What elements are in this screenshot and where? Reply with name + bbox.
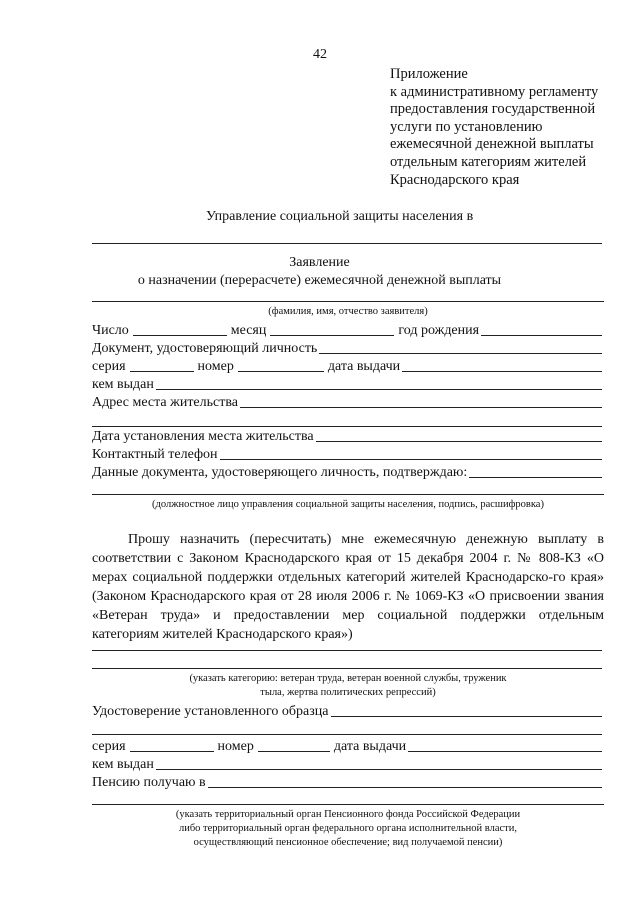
day-input[interactable]	[133, 335, 227, 336]
document-title: Заявление	[289, 255, 350, 270]
appendix-block	[390, 66, 598, 189]
certificate-row	[92, 703, 604, 720]
appendix-line: Краснодарского края	[390, 171, 520, 188]
issued-by-input[interactable]	[156, 389, 602, 390]
certificate-line-2[interactable]	[92, 734, 602, 735]
pension-row	[92, 774, 604, 791]
address-input[interactable]	[240, 407, 602, 408]
issued-by2-input[interactable]	[156, 769, 602, 770]
number2-label: номер	[217, 739, 254, 754]
appendix-line: предоставления государственной	[390, 101, 596, 118]
pension-label: Пенсию получаю в	[92, 775, 206, 790]
issue-date-label: дата выдачи	[327, 359, 401, 374]
request-paragraph: Прошу назначить (пересчитать) мне ежемесячную денежную выплату в соответствии с Законом Краснодарского края от 15 декабря 2004 г. № 808-КЗ «О мерах социальной поддержки отдельных категорий жителей Краснодарско-го края» (Законом Краснодарского края от 28 июля 2006 г. № 1069-КЗ «О присвоении звания «Ветеран труда» и предоставлении мер социальной поддержки отдельным категориям жителей Краснодарского края»)	[92, 532, 604, 642]
series2-label: серия	[92, 739, 126, 754]
address-row	[92, 394, 604, 411]
issued-by-row-2	[92, 756, 604, 773]
series2-input[interactable]	[130, 751, 214, 752]
residence-date-input[interactable]	[316, 441, 602, 442]
number-label: номер	[197, 359, 234, 374]
month-input[interactable]	[270, 335, 394, 336]
birth-year-label: год рождения	[398, 323, 480, 338]
series-input[interactable]	[130, 371, 194, 372]
address-label: Адрес места жительства	[92, 395, 238, 410]
category-caption-2: тыла, жертва политических репрессий)	[260, 687, 436, 698]
department-label: Управление социальной защиты населения в	[206, 209, 474, 224]
category-caption-1: (указать категорию: ветеран труда, ветеран военной службы, труженик	[189, 673, 507, 684]
series-row-2	[92, 738, 604, 755]
confirm-row	[92, 464, 604, 481]
issued-by-label: кем выдан	[92, 377, 154, 392]
certificate-label: Удостоверение установленного образца	[92, 704, 329, 719]
appendix-line: ежемесячной денежной выплаты	[390, 136, 594, 153]
fio-caption: (фамилия, имя, отчество заявителя)	[268, 306, 428, 317]
category-line-1[interactable]	[92, 650, 602, 651]
certificate-input[interactable]	[331, 716, 602, 717]
identity-doc-row	[92, 340, 604, 357]
official-caption: (должностное лицо управления социальной защиты населения, подпись, расшифровка)	[152, 499, 544, 510]
birth-row	[92, 322, 604, 339]
confirm-input[interactable]	[469, 477, 602, 478]
address-line-2[interactable]	[92, 426, 602, 427]
page-number: 42	[313, 47, 327, 62]
department-line[interactable]	[92, 243, 602, 244]
day-label: Число	[92, 323, 129, 338]
confirm-label: Данные документа, удостоверяющего личность, подтверждаю:	[92, 465, 468, 480]
document-subtitle: о назначении (перерасчете) ежемесячной денежной выплаты	[137, 273, 502, 288]
identity-doc-input[interactable]	[319, 353, 602, 354]
series-label: серия	[92, 359, 126, 374]
issued-by-row	[92, 376, 604, 393]
appendix-line: услуги по установлению	[390, 118, 543, 135]
official-line[interactable]	[92, 494, 604, 495]
pension-caption-2: либо территориальный орган федерального органа исполнительной власти,	[178, 823, 518, 834]
pension-caption-1: (указать территориальный орган Пенсионного фонда Российской Федерации	[175, 809, 521, 820]
issue-date-input[interactable]	[402, 371, 602, 372]
residence-date-label: Дата установления места жительства	[92, 429, 314, 444]
residence-date-row	[92, 428, 604, 445]
month-label: месяц	[230, 323, 267, 338]
fio-line[interactable]	[92, 301, 604, 302]
phone-input[interactable]	[220, 459, 602, 460]
identity-doc-label: Документ, удостоверяющий личность	[92, 341, 318, 356]
birth-year-input[interactable]	[481, 335, 602, 336]
series-row	[92, 358, 604, 375]
issued-by2-label: кем выдан	[92, 757, 154, 772]
number2-input[interactable]	[258, 751, 330, 752]
number-input[interactable]	[238, 371, 324, 372]
phone-row	[92, 446, 604, 463]
appendix-line: отдельным категориям жителей	[390, 153, 587, 170]
pension-caption-3: осуществляющий пенсионное обеспечение; вид получаемой пенсии)	[193, 837, 503, 848]
pension-line-2[interactable]	[92, 804, 604, 805]
issue-date2-input[interactable]	[408, 751, 602, 752]
appendix-line: Приложение	[390, 66, 468, 82]
issue-date2-label: дата выдачи	[333, 739, 407, 754]
appendix-line: к административному регламенту	[390, 83, 599, 100]
pension-input[interactable]	[208, 787, 602, 788]
phone-label: Контактный телефон	[92, 447, 218, 462]
category-line-2[interactable]	[92, 668, 602, 669]
